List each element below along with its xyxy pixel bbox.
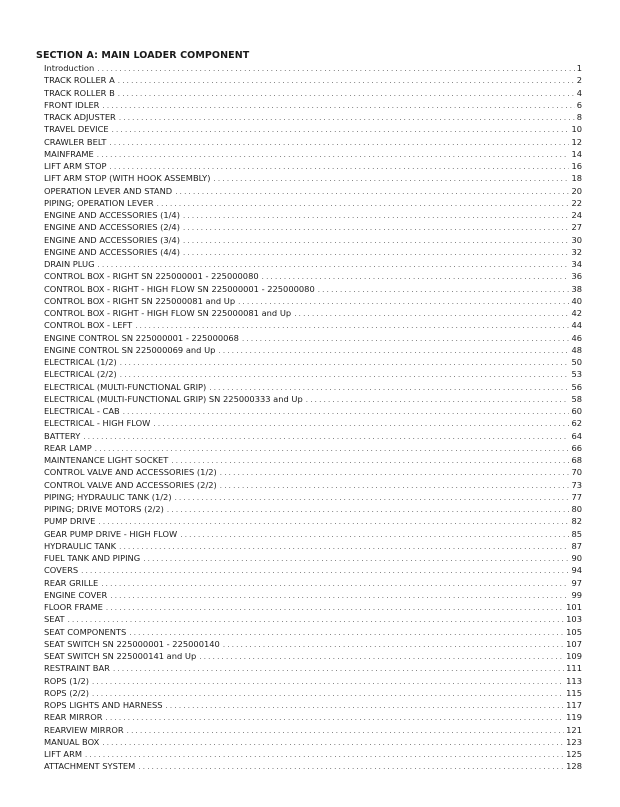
toc-entry[interactable] bbox=[44, 283, 582, 295]
dot-leader bbox=[110, 161, 570, 172]
toc-entry[interactable] bbox=[44, 405, 582, 417]
toc-entry[interactable] bbox=[44, 724, 582, 736]
toc-entry-page-number: 103 bbox=[566, 614, 582, 625]
toc-entry-page-number: 42 bbox=[571, 308, 582, 318]
toc-entry-title: ELECTRICAL (MULTI-FUNCTIONAL GRIP) bbox=[44, 381, 207, 392]
dot-leader bbox=[318, 284, 570, 295]
toc-entry-page-number: 58 bbox=[571, 393, 582, 404]
toc-entry[interactable] bbox=[44, 111, 582, 123]
toc-entry-title: ENGINE CONTROL SN 225000069 and Up bbox=[44, 344, 216, 355]
toc-entry-page-number: 123 bbox=[566, 736, 582, 747]
toc-entry[interactable] bbox=[44, 552, 582, 564]
toc-entry-page-number: 6 bbox=[576, 99, 582, 110]
toc-entry[interactable] bbox=[44, 601, 582, 613]
dot-leader bbox=[129, 627, 564, 638]
toc-entry-page-number: 105 bbox=[566, 626, 582, 637]
toc-entry-page-number: 125 bbox=[566, 749, 582, 759]
toc-entry[interactable] bbox=[44, 62, 582, 74]
dot-leader bbox=[209, 382, 569, 393]
toc-entry-page-number: 113 bbox=[566, 675, 582, 686]
toc-entry-page-number: 87 bbox=[571, 540, 582, 551]
toc-entry[interactable] bbox=[44, 87, 582, 99]
toc-entry[interactable] bbox=[44, 577, 582, 589]
toc-entry-page-number: 94 bbox=[571, 565, 582, 576]
toc-entry-title: ROPS (2/2) bbox=[44, 687, 90, 698]
toc-entry-page-number: 66 bbox=[571, 442, 582, 453]
dot-leader bbox=[101, 578, 569, 589]
toc-entry[interactable] bbox=[44, 675, 582, 687]
toc-entry-title: CONTROL BOX - LEFT bbox=[44, 320, 133, 331]
toc-entry[interactable] bbox=[44, 491, 582, 503]
toc-entry-title: ROPS (1/2) bbox=[44, 675, 90, 686]
toc-entry[interactable] bbox=[44, 307, 582, 319]
dot-leader bbox=[175, 186, 569, 197]
toc-entry-title: OPERATION LEVER AND STAND bbox=[44, 185, 173, 196]
toc-entry-title: CONTROL BOX - RIGHT SN 225000081 and Up bbox=[44, 295, 236, 306]
dot-leader bbox=[102, 100, 574, 111]
toc-entry[interactable] bbox=[44, 442, 582, 454]
toc-entry-title: BATTERY bbox=[44, 430, 81, 441]
toc-entry-page-number: 115 bbox=[566, 687, 582, 698]
dot-leader bbox=[97, 149, 570, 160]
toc-entry-title: TRAVEL DEVICE bbox=[44, 124, 109, 135]
dot-leader bbox=[199, 651, 564, 662]
toc-entry-page-number: 34 bbox=[571, 259, 582, 269]
dot-leader bbox=[218, 345, 569, 356]
toc-entry-title: HYDRAULIC TANK bbox=[44, 540, 117, 551]
toc-entry-page-number: 82 bbox=[571, 516, 582, 527]
dot-leader bbox=[183, 222, 570, 233]
toc-entry-title: ENGINE AND ACCESSORIES (4/4) bbox=[44, 246, 180, 257]
toc-entry[interactable] bbox=[44, 258, 582, 270]
toc-entry[interactable] bbox=[44, 589, 582, 601]
toc-entry-title: COVERS bbox=[44, 565, 79, 576]
dot-leader bbox=[180, 529, 569, 540]
toc-entry[interactable] bbox=[44, 479, 582, 491]
toc-entry-page-number: 24 bbox=[571, 210, 582, 220]
toc-entry[interactable] bbox=[44, 368, 582, 380]
toc-entry[interactable] bbox=[44, 295, 582, 307]
toc-entry-title: PIPING; OPERATION LEVER bbox=[44, 197, 154, 208]
toc-entry-title: MAINTENANCE LIGHT SOCKET bbox=[44, 455, 169, 465]
toc-entry-title: FUEL TANK AND PIPING bbox=[44, 553, 141, 563]
toc-entry-page-number: 4 bbox=[576, 87, 582, 98]
toc-entry-title: LIFT ARM STOP bbox=[44, 161, 107, 171]
toc-entry-page-number: 40 bbox=[571, 295, 582, 306]
toc-entry-page-number: 10 bbox=[571, 124, 582, 135]
toc-entry-title: REAR LAMP bbox=[44, 442, 92, 453]
toc-entry-title: ELECTRICAL - CAB bbox=[44, 406, 120, 416]
dot-leader bbox=[171, 455, 569, 466]
toc-entry-page-number: 8 bbox=[576, 112, 582, 122]
toc-entry-page-number: 38 bbox=[571, 283, 582, 294]
toc-entry[interactable] bbox=[44, 270, 582, 282]
toc-entry-title: FRONT IDLER bbox=[44, 99, 100, 110]
dot-leader bbox=[127, 725, 565, 736]
dot-leader bbox=[220, 467, 570, 478]
toc-entry[interactable] bbox=[44, 160, 582, 172]
dot-leader bbox=[98, 516, 569, 527]
toc-entry-page-number: 90 bbox=[571, 553, 582, 563]
toc-entry[interactable] bbox=[44, 99, 582, 111]
toc-entry-page-number: 2 bbox=[576, 75, 582, 86]
toc-entry[interactable] bbox=[44, 662, 582, 674]
dot-leader bbox=[120, 369, 570, 380]
toc-entry-page-number: 53 bbox=[571, 369, 582, 380]
toc-entry-page-number: 32 bbox=[571, 246, 582, 257]
toc-entry-page-number: 1 bbox=[576, 63, 582, 73]
dot-leader bbox=[92, 676, 564, 687]
toc-entry[interactable] bbox=[44, 515, 582, 527]
toc-entry-page-number: 85 bbox=[571, 528, 582, 539]
dot-leader bbox=[157, 198, 570, 209]
dot-leader bbox=[123, 406, 570, 417]
dot-leader bbox=[81, 565, 569, 576]
toc-entry-title: PIPING; HYDRAULIC TANK (1/2) bbox=[44, 491, 172, 502]
toc-entry-page-number: 119 bbox=[566, 712, 582, 723]
dot-leader bbox=[183, 235, 570, 246]
toc-entry-page-number: 70 bbox=[571, 467, 582, 478]
toc-entry-title: PUMP DRIVE bbox=[44, 516, 96, 527]
dot-leader bbox=[106, 602, 564, 613]
toc-entry-title: REAR MIRROR bbox=[44, 712, 103, 723]
dot-leader bbox=[220, 480, 570, 491]
toc-entry-title: SEAT bbox=[44, 614, 65, 625]
toc-entry[interactable] bbox=[44, 319, 582, 331]
toc-entry-page-number: 62 bbox=[571, 418, 582, 429]
toc-entry-page-number: 56 bbox=[571, 381, 582, 392]
toc-entry-title: REAR GRILLE bbox=[44, 577, 99, 588]
dot-leader bbox=[165, 700, 564, 711]
toc-entry-title: LIFT ARM STOP (WITH HOOK ASSEMBLY) bbox=[44, 173, 211, 184]
toc-entry-title: ELECTRICAL (MULTI-FUNCTIONAL GRIP) SN 225000333 and Up bbox=[44, 393, 303, 404]
dot-leader bbox=[106, 712, 565, 723]
toc-entry[interactable] bbox=[44, 613, 582, 625]
dot-leader bbox=[242, 333, 569, 344]
dot-leader bbox=[183, 247, 570, 258]
toc-entry-title: CONTROL VALVE AND ACCESSORIES (2/2) bbox=[44, 479, 217, 490]
toc-entry-title: ENGINE AND ACCESSORIES (2/4) bbox=[44, 222, 180, 233]
toc-entry-title: LIFT ARM bbox=[44, 749, 83, 759]
toc-entry[interactable] bbox=[44, 246, 582, 258]
toc-entry[interactable] bbox=[44, 736, 582, 748]
toc-entry-page-number: 50 bbox=[571, 357, 582, 367]
toc-entry-page-number: 20 bbox=[571, 185, 582, 196]
dot-leader bbox=[138, 761, 564, 772]
toc-entry-title: ROPS LIGHTS AND HARNESS bbox=[44, 700, 163, 710]
toc-entry-page-number: 97 bbox=[571, 577, 582, 588]
dot-leader bbox=[143, 553, 569, 564]
toc-entry-page-number: 109 bbox=[566, 651, 582, 661]
toc-entry-title: ELECTRICAL (1/2) bbox=[44, 357, 117, 367]
toc-entry-title: ELECTRICAL - HIGH FLOW bbox=[44, 418, 151, 429]
toc-entry[interactable] bbox=[44, 356, 582, 368]
toc-entry-title: MAINFRAME bbox=[44, 148, 94, 159]
toc-entry-title: CRAWLER BELT bbox=[44, 136, 107, 147]
toc-entry[interactable] bbox=[44, 197, 582, 209]
toc-entry-title: ENGINE COVER bbox=[44, 589, 108, 600]
toc-entry[interactable] bbox=[44, 466, 582, 478]
dot-leader bbox=[102, 737, 564, 748]
toc-entry-title: CONTROL BOX - RIGHT - HIGH FLOW SN 225000001 - 225000080 bbox=[44, 283, 315, 294]
toc-entry[interactable] bbox=[44, 381, 582, 393]
toc-entry[interactable] bbox=[44, 209, 582, 221]
toc-entry[interactable] bbox=[44, 528, 582, 540]
toc-entry[interactable] bbox=[44, 172, 582, 184]
toc-entry-title: TRACK ROLLER B bbox=[44, 87, 115, 98]
toc-entry[interactable] bbox=[44, 393, 582, 405]
dot-leader bbox=[120, 357, 570, 368]
toc-entry-title: ENGINE AND ACCESSORIES (3/4) bbox=[44, 234, 180, 245]
toc-entry-title: CONTROL BOX - RIGHT - HIGH FLOW SN 225000081 and Up bbox=[44, 308, 292, 318]
toc-entry-title: ENGINE CONTROL SN 225000001 - 225000068 bbox=[44, 332, 239, 343]
toc-entry-page-number: 18 bbox=[571, 173, 582, 184]
toc-entry-page-number: 64 bbox=[571, 430, 582, 441]
toc-entry[interactable] bbox=[44, 148, 582, 160]
toc-entry-page-number: 121 bbox=[566, 724, 582, 735]
toc-entry-title: TRACK ROLLER A bbox=[44, 75, 115, 86]
toc-entry-page-number: 101 bbox=[566, 602, 582, 612]
toc-entry-page-number: 111 bbox=[566, 663, 582, 674]
toc-entry-title: RESTRAINT BAR bbox=[44, 663, 110, 674]
toc-entry-page-number: 73 bbox=[571, 479, 582, 490]
toc-entry[interactable] bbox=[44, 626, 582, 638]
toc-entry-page-number: 30 bbox=[571, 234, 582, 245]
toc-entry-page-number: 12 bbox=[571, 136, 582, 147]
toc-entry[interactable] bbox=[44, 344, 582, 356]
toc-entry[interactable] bbox=[44, 748, 582, 760]
toc-entry[interactable] bbox=[44, 760, 582, 772]
toc-entry[interactable] bbox=[44, 503, 582, 515]
toc-entry-title: ELECTRICAL (2/2) bbox=[44, 369, 117, 380]
dot-leader bbox=[83, 431, 569, 442]
dot-leader bbox=[110, 590, 569, 601]
dot-leader bbox=[118, 75, 575, 86]
dot-leader bbox=[68, 614, 565, 625]
toc-entry-page-number: 22 bbox=[571, 197, 582, 208]
toc-entry-title: GEAR PUMP DRIVE - HIGH FLOW bbox=[44, 528, 178, 539]
toc-entry[interactable] bbox=[44, 454, 582, 466]
toc-entry-page-number: 36 bbox=[571, 271, 582, 282]
toc-entry[interactable] bbox=[44, 699, 582, 711]
dot-leader bbox=[92, 688, 564, 699]
toc-entry-page-number: 48 bbox=[571, 344, 582, 355]
toc-entry[interactable] bbox=[44, 74, 582, 86]
dot-leader bbox=[112, 124, 570, 135]
toc-entry[interactable] bbox=[44, 564, 582, 576]
dot-leader bbox=[135, 320, 569, 331]
toc-entry-page-number: 117 bbox=[566, 700, 582, 710]
toc-entry-page-number: 44 bbox=[571, 320, 582, 331]
toc-entry-title: SEAT SWITCH SN 225000001 - 225000140 bbox=[44, 638, 220, 649]
toc-entry-page-number: 128 bbox=[566, 761, 582, 772]
toc-entry-page-number: 99 bbox=[571, 589, 582, 600]
table-of-contents bbox=[44, 62, 582, 773]
toc-entry-title: Introduction bbox=[44, 63, 95, 73]
toc-entry-title: MANUAL BOX bbox=[44, 736, 100, 747]
toc-entry-title: SEAT COMPONENTS bbox=[44, 626, 127, 637]
toc-entry-title: TRACK ADJUSTER bbox=[44, 112, 116, 122]
dot-leader bbox=[95, 443, 570, 454]
dot-leader bbox=[119, 541, 569, 552]
toc-entry-page-number: 60 bbox=[571, 406, 582, 416]
toc-entry-page-number: 77 bbox=[571, 491, 582, 502]
toc-entry[interactable] bbox=[44, 430, 582, 442]
dot-leader bbox=[118, 88, 575, 99]
dot-leader bbox=[294, 308, 569, 319]
section-title: SECTION A: MAIN LOADER COMPONENT bbox=[36, 50, 250, 61]
toc-entry[interactable] bbox=[44, 136, 582, 148]
toc-entry-title: DRAIN PLUG bbox=[44, 259, 95, 269]
dot-leader bbox=[113, 663, 564, 674]
toc-entry[interactable] bbox=[44, 711, 582, 723]
toc-entry-title: CONTROL BOX - RIGHT SN 225000001 - 225000080 bbox=[44, 271, 259, 282]
toc-entry[interactable] bbox=[44, 185, 582, 197]
toc-entry-title: FLOOR FRAME bbox=[44, 602, 103, 612]
toc-entry-title: REARVIEW MIRROR bbox=[44, 724, 124, 735]
dot-leader bbox=[306, 394, 570, 405]
dot-leader bbox=[223, 639, 564, 650]
toc-entry-title: ENGINE AND ACCESSORIES (1/4) bbox=[44, 210, 180, 220]
toc-entry[interactable] bbox=[44, 234, 582, 246]
toc-entry-page-number: 27 bbox=[571, 222, 582, 233]
dot-leader bbox=[109, 137, 569, 148]
toc-entry-page-number: 107 bbox=[566, 638, 582, 649]
dot-leader bbox=[213, 173, 569, 184]
toc-entry[interactable] bbox=[44, 417, 582, 429]
toc-entry[interactable] bbox=[44, 687, 582, 699]
toc-entry-title: PIPING; DRIVE MOTORS (2/2) bbox=[44, 504, 164, 514]
toc-entry-page-number: 46 bbox=[571, 332, 582, 343]
toc-entry[interactable] bbox=[44, 638, 582, 650]
toc-entry[interactable] bbox=[44, 650, 582, 662]
toc-entry-page-number: 68 bbox=[571, 455, 582, 465]
dot-leader bbox=[97, 63, 574, 74]
toc-entry[interactable] bbox=[44, 540, 582, 552]
toc-entry[interactable] bbox=[44, 123, 582, 135]
dot-leader bbox=[167, 504, 570, 515]
dot-leader bbox=[262, 271, 570, 282]
toc-entry[interactable] bbox=[44, 221, 582, 233]
toc-entry-page-number: 80 bbox=[571, 504, 582, 514]
dot-leader bbox=[175, 492, 570, 503]
toc-entry[interactable] bbox=[44, 332, 582, 344]
dot-leader bbox=[153, 418, 569, 429]
toc-entry-title: CONTROL VALVE AND ACCESSORIES (1/2) bbox=[44, 467, 217, 478]
dot-leader bbox=[183, 210, 570, 221]
dot-leader bbox=[85, 749, 564, 760]
dot-leader bbox=[98, 259, 570, 270]
dot-leader bbox=[119, 112, 575, 123]
toc-entry-page-number: 14 bbox=[571, 148, 582, 159]
dot-leader bbox=[238, 296, 569, 307]
toc-entry-page-number: 16 bbox=[571, 161, 582, 171]
toc-entry-title: SEAT SWITCH SN 225000141 and Up bbox=[44, 651, 197, 661]
toc-entry-title: ATTACHMENT SYSTEM bbox=[44, 761, 136, 772]
